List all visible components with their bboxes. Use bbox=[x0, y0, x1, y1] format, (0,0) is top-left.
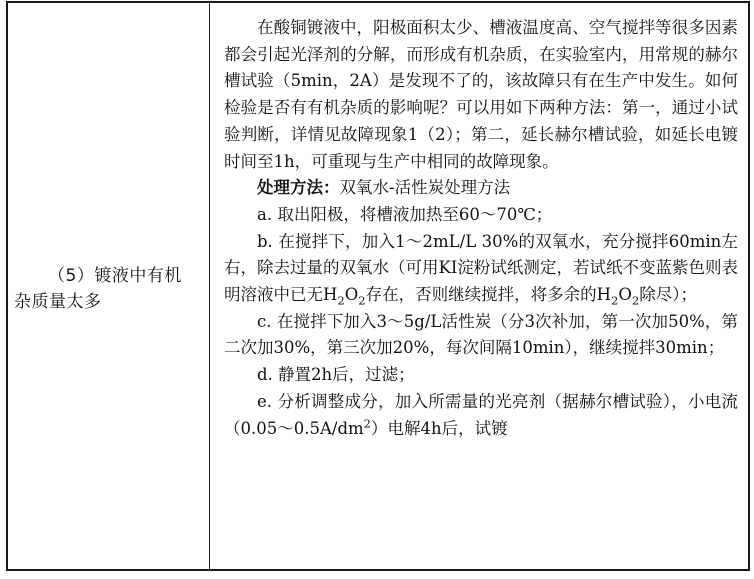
step-d: d. 静置2h后，过滤； bbox=[257, 365, 415, 385]
step-b: b. 在搅拌下，加入1～2mL/L 30%的双氧水，充分搅拌60min左右，除去过量的双氧水（可用KI淀粉试纸测定，若试纸不变蓝紫色则表明溶液中已无$H_2O_2$存在，否则继续搅拌，将多余的$H_2O_2$除尽）； bbox=[224, 231, 738, 308]
step-e: e. 分析调整成分，加入所需量的光亮剂（据赫尔槽试验），小电流$(0.05\sim 0.5A/dm^2)$电解4h后，试镀 bbox=[224, 391, 738, 438]
remedy-cell bbox=[210, 3, 748, 569]
fault-cell bbox=[8, 3, 210, 569]
step-a: a. 取出阳极，将槽液加热至60～70℃； bbox=[257, 204, 553, 224]
cause-paragraph: 在酸铜镀液中，阳极面积太少、槽液温度高、空气搅拌等很多因素都会引起光泽剂的分解，而形成有机杂质，在实验室内，用常规的赫尔槽试验（5min，2A）是发现不了的，该故障只有在生产中发生。如何检验是否有有机杂质的影响呢？可以用如下两种方法：第一，通过小试验判断，详情见故障现象1（2）；第二，延长赫尔槽试验，如延长电镀时间至1h，可重现与生产中相同的故障现象。 bbox=[224, 18, 738, 171]
fault-table bbox=[6, 1, 750, 571]
step-c: c. 在搅拌下加入3～5g/L活性炭（分3次补加，第一次加50%，第二次加30%，第三次加20%，每次间隔10min），继续搅拌30min； bbox=[224, 311, 738, 358]
method-line bbox=[224, 175, 738, 202]
method-label: 处理方法： bbox=[257, 178, 340, 198]
method-text: 双氧水-活性炭处理方法 bbox=[339, 178, 511, 198]
fault-title: （5）镀液中有机杂质量太多 bbox=[14, 266, 182, 312]
